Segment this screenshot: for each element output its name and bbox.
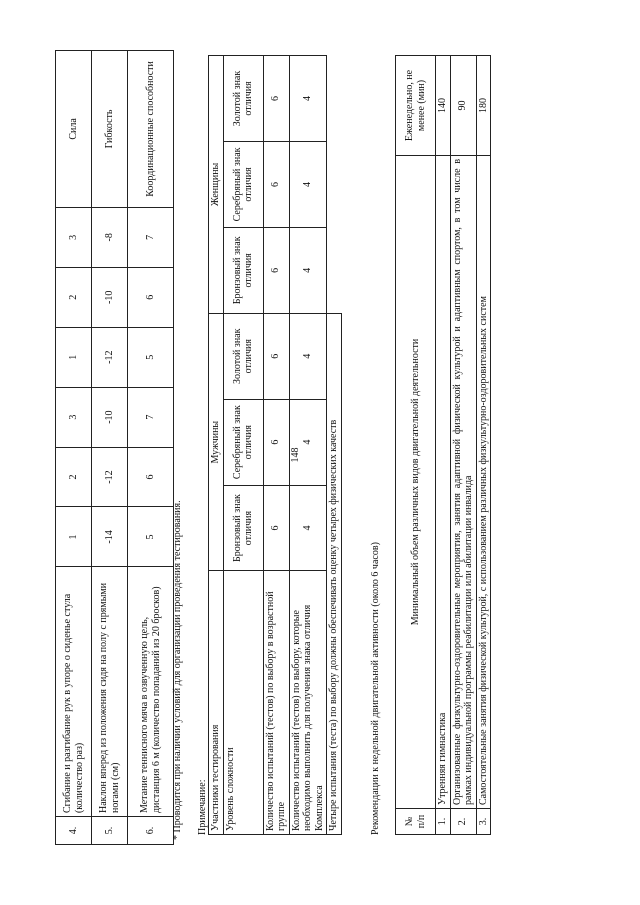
requirements-table xyxy=(208,55,342,835)
table-row xyxy=(327,56,342,835)
row-label: Количество испытаний (тестов) по выбору, которые необходимо выполнить для получения знака отличия Комплекса xyxy=(289,571,327,835)
value-cell: -8 xyxy=(92,207,128,267)
value-cell: 4 xyxy=(289,141,327,227)
row-number: 1. xyxy=(436,809,451,835)
minutes-cell: 140 xyxy=(436,56,451,156)
value-cell: 5 xyxy=(128,507,174,567)
value-cell: 4 xyxy=(289,227,327,313)
value-cell: 6 xyxy=(128,267,174,327)
table-row xyxy=(128,51,174,845)
minutes-cell: 180 xyxy=(476,56,491,156)
value-cell: 6 xyxy=(263,313,289,399)
value-cell: 6 xyxy=(263,141,289,227)
value-cell: 7 xyxy=(128,387,174,447)
badge-header: Золотой знак отличия xyxy=(223,56,263,142)
value-cell: 3 xyxy=(56,207,92,267)
value-cell: 6 xyxy=(263,399,289,485)
recommendations-title: Рекомендации к недельной двигательной активности (около 6 часов) xyxy=(370,542,381,835)
table-row xyxy=(450,56,476,835)
value-cell: 2 xyxy=(56,267,92,327)
table-row xyxy=(396,56,436,835)
value-cell: 4 xyxy=(289,399,327,485)
badge-header: Серебряный знак отличия xyxy=(223,141,263,227)
minutes-cell: 90 xyxy=(450,56,476,156)
table-row xyxy=(92,51,128,845)
value-cell: 5 xyxy=(128,327,174,387)
quality-cell: Сила xyxy=(56,51,92,208)
table-row xyxy=(223,56,263,835)
name-header: Минимальный объем различных видов двигательной деятельности xyxy=(396,155,436,808)
table-row xyxy=(476,56,491,835)
row-number: 6. xyxy=(128,817,174,845)
activity-name: Организованные физкультурно-оздоровительные мероприятия, занятия адаптивной физической культурой и адаптивным спортом, в том числе в рамках индивидуальной программы реабилитации или абилитации инвалида xyxy=(450,155,476,808)
value-cell: 1 xyxy=(56,327,92,387)
value-cell: -10 xyxy=(92,387,128,447)
value-cell: 4 xyxy=(289,485,327,571)
table-row xyxy=(436,56,451,835)
test-name: Сгибание и разгибание рук в упоре о сиденье стула (количество раз) xyxy=(56,567,92,817)
note-label: Примечание: xyxy=(197,779,208,835)
footnote: * Проводится при наличии условий для организации проведения тестирования. xyxy=(172,500,183,840)
value-cell: 6 xyxy=(263,485,289,571)
test-name: Метание теннисного мяча в озвученную цель, дистанция 6 м (количество попаданий из 20 бросков) xyxy=(128,567,174,817)
row-label: Четыре испытания (теста) по выбору должны обеспечивать оценку четырех физических качеств xyxy=(327,313,342,834)
value-cell: -12 xyxy=(92,447,128,507)
quality-cell: Координационные способности xyxy=(128,51,174,208)
badge-header: Бронзовый знак отличия xyxy=(223,485,263,571)
value-cell: 6 xyxy=(263,56,289,142)
row-number: 2. xyxy=(450,809,476,835)
women-header: Женщины xyxy=(209,56,224,314)
badge-header: Золотой знак отличия xyxy=(223,313,263,399)
value-cell: -12 xyxy=(92,327,128,387)
test-name: Наклон вперед из положения сидя на полу с прямыми ногами (см) xyxy=(92,567,128,817)
page-number: 148 xyxy=(290,447,301,463)
value-cell: -10 xyxy=(92,267,128,327)
row-number: 3. xyxy=(476,809,491,835)
activity-name: Самостоятельные занятия физической культурой, с использованием различных физкультурно-оздоровительных систем xyxy=(476,155,491,808)
empty-cell xyxy=(327,56,342,314)
value-cell: 6 xyxy=(263,227,289,313)
row-number: 4. xyxy=(56,817,92,845)
tests-table xyxy=(55,50,174,845)
num-header: № п/п xyxy=(396,809,436,835)
row-label: Количество испытаний (тестов) по выбору в возрастной группе xyxy=(263,571,289,835)
value-cell: 4 xyxy=(289,313,327,399)
value-cell: 4 xyxy=(289,56,327,142)
row-number: 5. xyxy=(92,817,128,845)
weekly-header: Еженедельно, не менее (мин) xyxy=(396,56,436,156)
participants-label: Участники тестирования xyxy=(209,571,224,835)
value-cell: 6 xyxy=(128,447,174,507)
table-row xyxy=(56,51,92,845)
value-cell: 2 xyxy=(56,447,92,507)
badge-header: Бронзовый знак отличия xyxy=(223,227,263,313)
value-cell: 7 xyxy=(128,207,174,267)
badge-header: Серебряный знак отличия xyxy=(223,399,263,485)
table-row xyxy=(209,56,224,835)
table-row xyxy=(289,56,327,835)
level-label: Уровень сложности xyxy=(223,571,263,835)
quality-cell: Гибкость xyxy=(92,51,128,208)
value-cell: -14 xyxy=(92,507,128,567)
men-header: Мужчины xyxy=(209,313,224,571)
table-row xyxy=(263,56,289,835)
activity-table xyxy=(395,55,491,835)
value-cell: 3 xyxy=(56,387,92,447)
activity-name: Утренняя гимнастика xyxy=(436,155,451,808)
value-cell: 1 xyxy=(56,507,92,567)
